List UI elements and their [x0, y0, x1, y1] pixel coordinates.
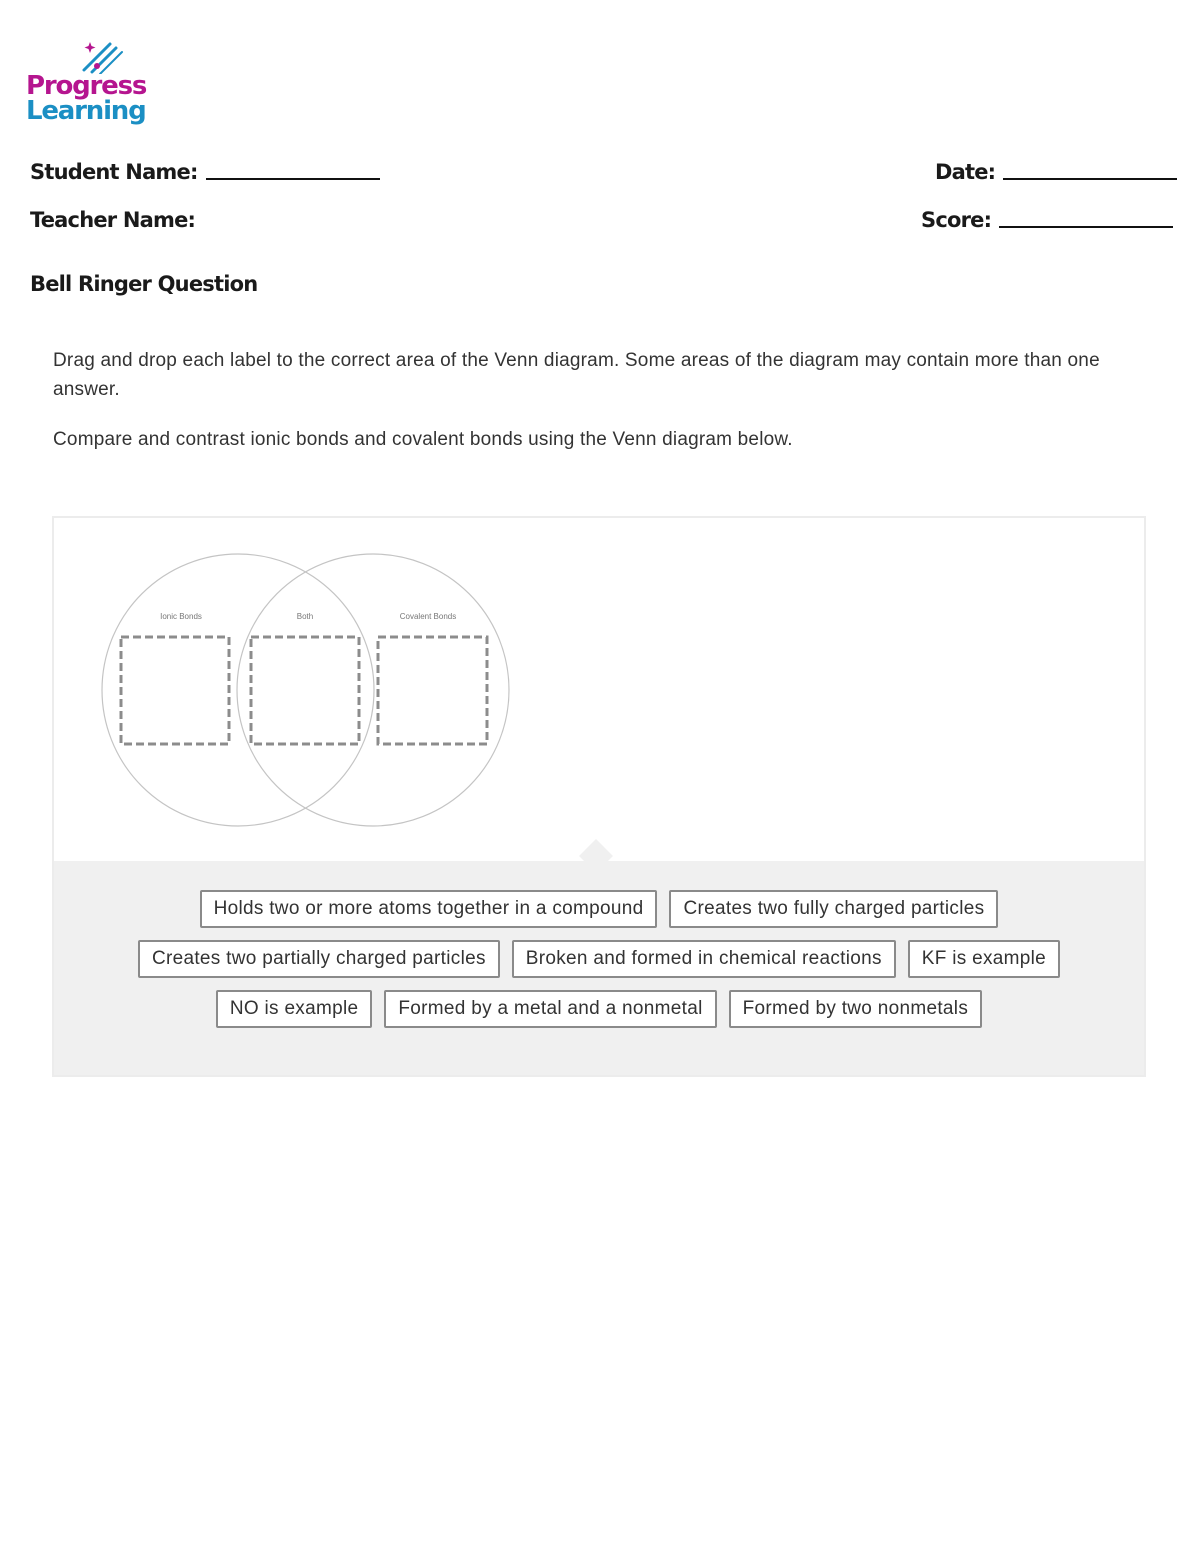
venn-title-covalent: Covalent Bonds — [399, 612, 457, 621]
label-row — [54, 890, 1144, 928]
section-heading: Bell Ringer Question — [30, 272, 258, 296]
drag-drop-panel — [52, 516, 1146, 1077]
date-field — [935, 160, 1177, 184]
score-line[interactable] — [999, 226, 1173, 228]
logo-line-2: Learning — [26, 96, 146, 126]
label-row — [54, 940, 1144, 978]
date-line[interactable] — [1003, 178, 1177, 180]
venn-diagram — [54, 518, 1144, 861]
question-prompt: Compare and contrast ionic bonds and covalent bonds using the Venn diagram below. — [53, 429, 793, 450]
teacher-name-label: Teacher Name: — [30, 208, 196, 232]
draggable-label[interactable]: Broken and formed in chemical reactions — [512, 940, 896, 978]
draggable-label[interactable]: Formed by a metal and a nonmetal — [384, 990, 716, 1028]
logo-line-1: Progress — [26, 71, 147, 101]
rocket-sparkle-icon — [78, 40, 138, 74]
venn-circle-ionic — [102, 554, 374, 826]
draggable-label[interactable]: Creates two fully charged particles — [669, 890, 998, 928]
score-field — [921, 208, 1173, 232]
venn-title-both: Both — [296, 612, 314, 621]
question-instruction: Drag and drop each label to the correct area of the Venn diagram. Some areas of the diagram may contain more than one answer. — [53, 350, 1100, 400]
student-name-line[interactable] — [206, 178, 380, 180]
progress-learning-logo — [26, 40, 156, 132]
draggable-label[interactable]: Formed by two nonmetals — [729, 990, 983, 1028]
venn-title-ionic: Ionic Bonds — [160, 612, 202, 621]
label-bank — [54, 890, 1144, 1040]
teacher-name-field — [30, 208, 195, 232]
draggable-label[interactable]: KF is example — [908, 940, 1060, 978]
label-row — [54, 990, 1144, 1028]
draggable-label[interactable]: NO is example — [216, 990, 373, 1028]
student-name-label: Student Name: — [30, 160, 198, 184]
draggable-label[interactable]: Holds two or more atoms together in a compound — [200, 890, 658, 928]
drop-zone-covalent[interactable] — [378, 637, 487, 744]
drop-zone-ionic[interactable] — [121, 637, 229, 744]
student-name-field — [30, 160, 380, 184]
date-label: Date: — [935, 160, 996, 184]
venn-circle-covalent — [237, 554, 509, 826]
drop-zone-both[interactable] — [251, 637, 359, 744]
draggable-label[interactable]: Creates two partially charged particles — [138, 940, 500, 978]
score-label: Score: — [921, 208, 992, 232]
